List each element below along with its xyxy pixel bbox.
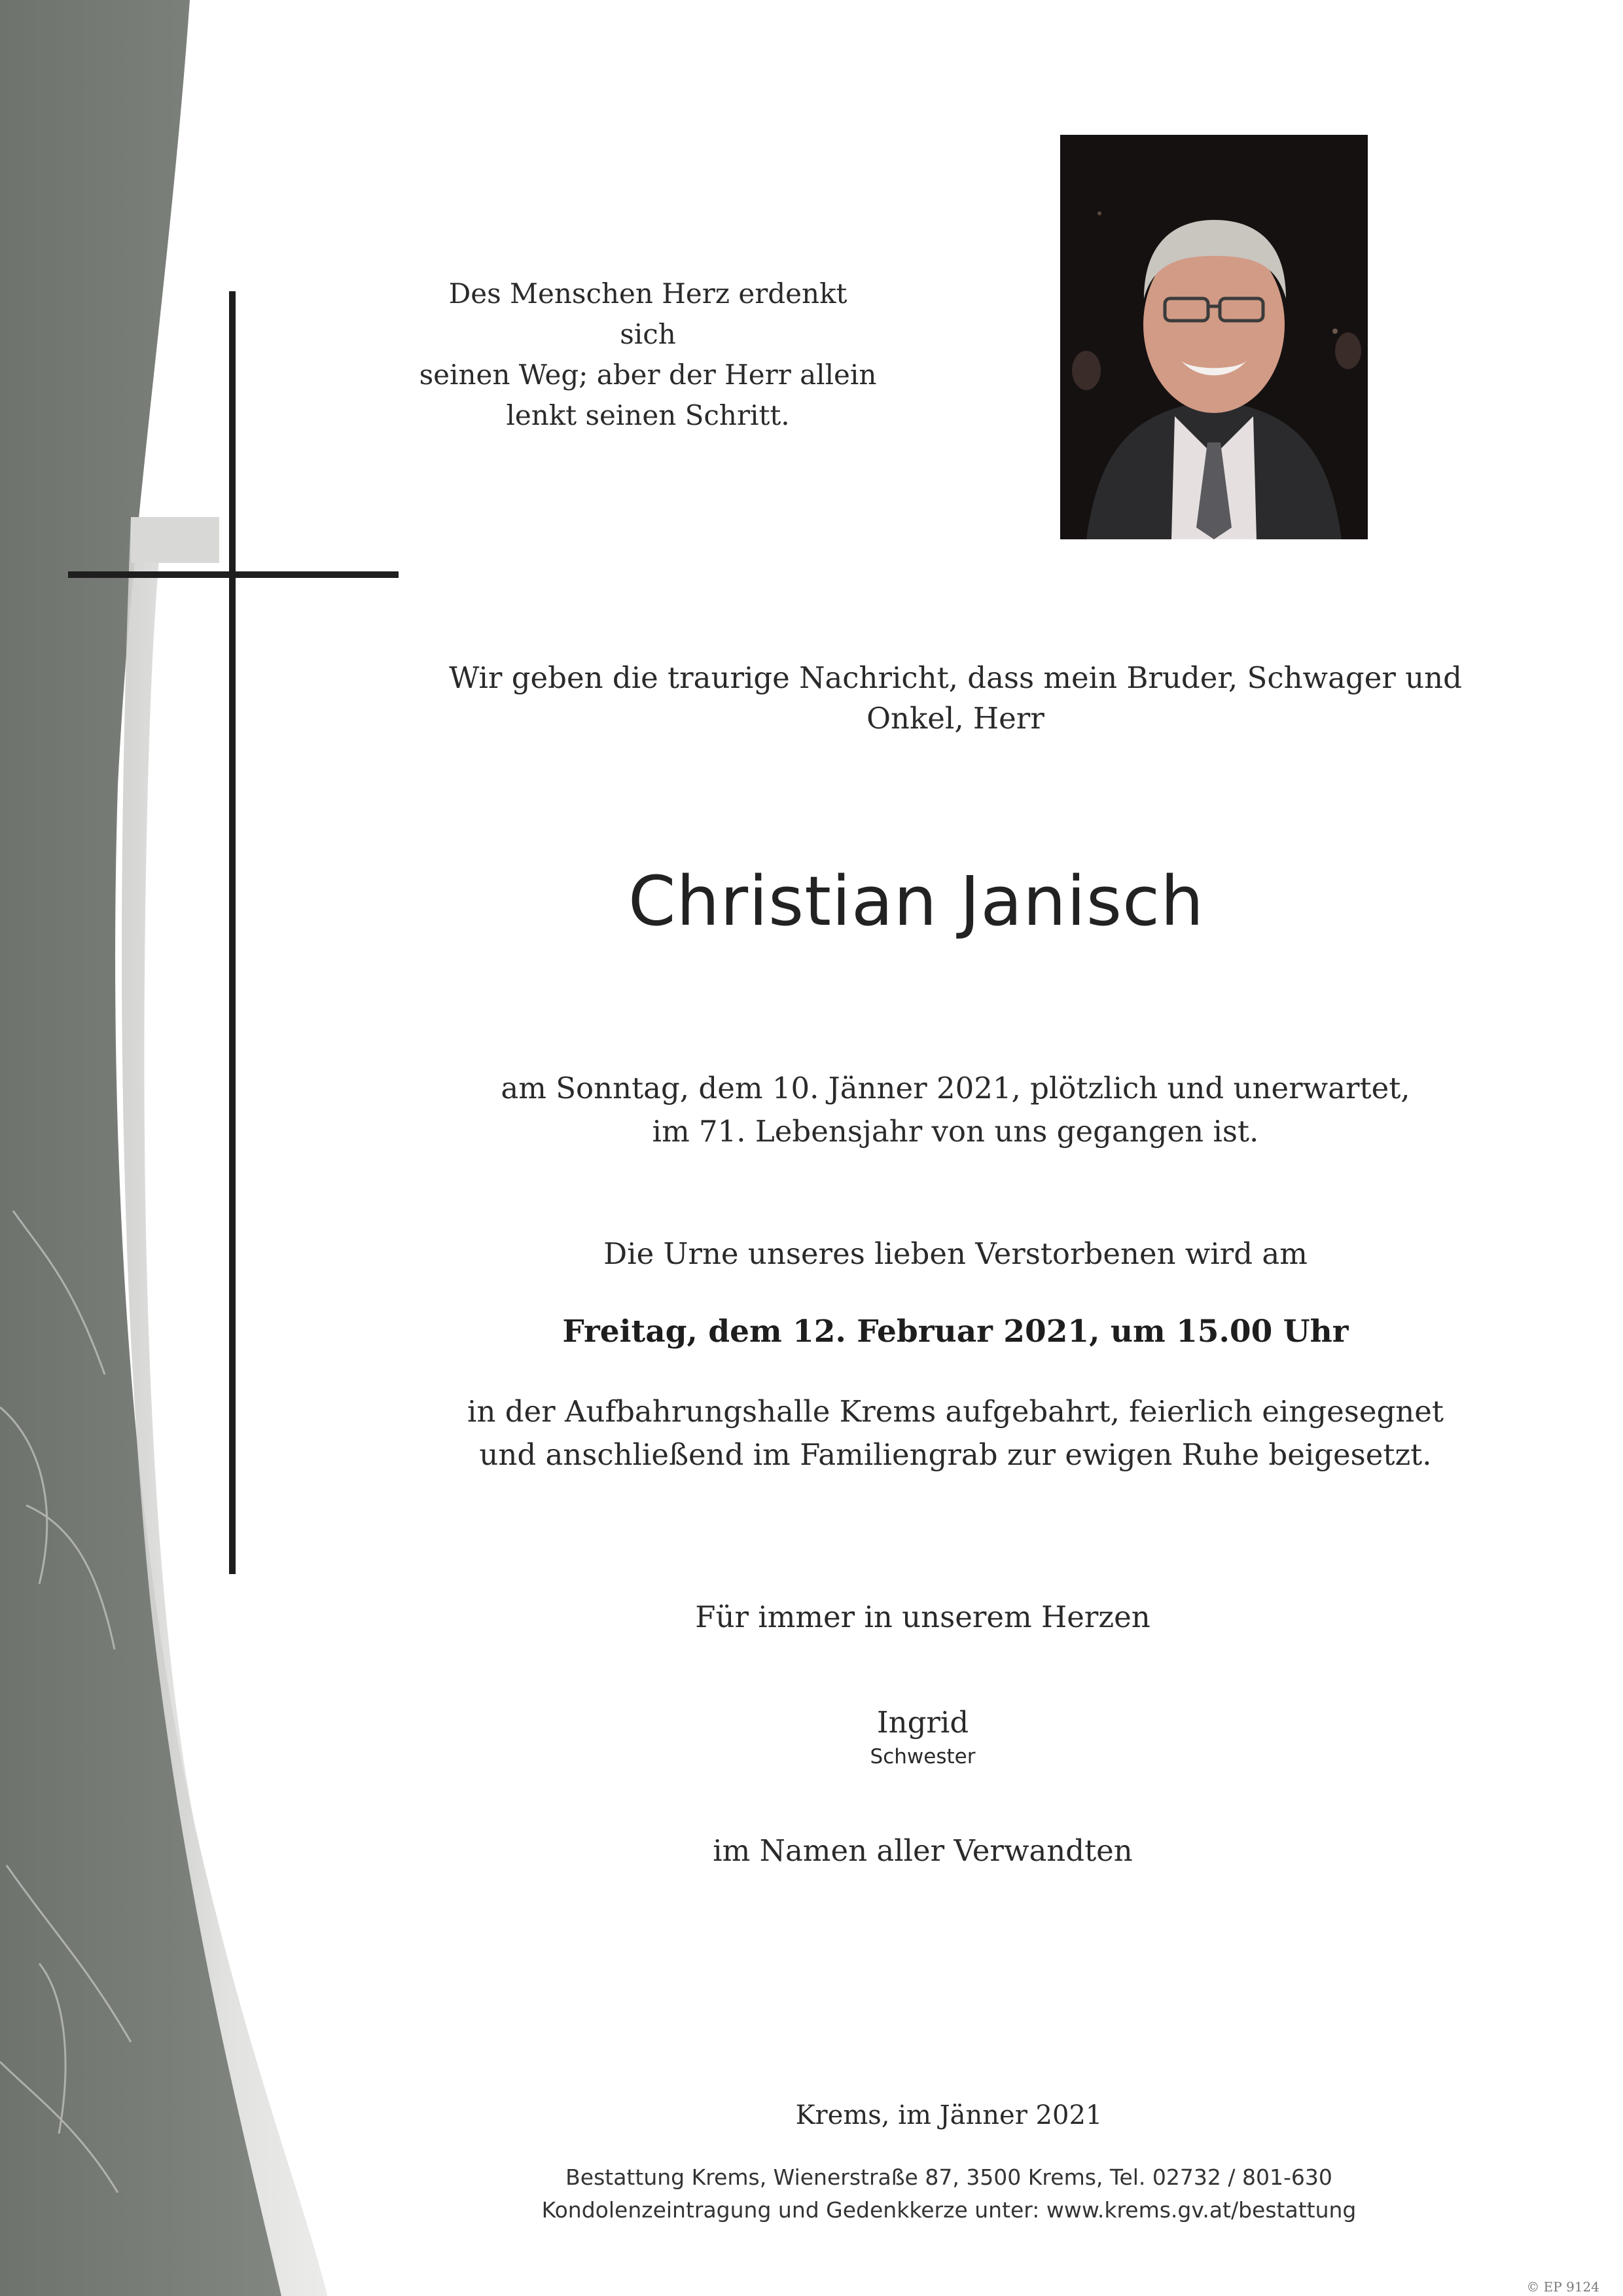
- announcement-line: Onkel, Herr: [866, 701, 1044, 736]
- bible-verse: [419, 274, 877, 436]
- verse-line: seinen Weg; aber der Herr allein: [419, 359, 877, 391]
- death-info-line: am Sonntag, dem 10. Jänner 2021, plötzlich und unerwartet,: [501, 1071, 1410, 1105]
- death-info-line: im 71. Lebensjahr von uns gegangen ist.: [652, 1114, 1259, 1149]
- portrait-photo: [1060, 135, 1368, 539]
- death-info: [419, 1067, 1492, 1153]
- deceased-name: Christian Janisch: [628, 861, 1205, 941]
- footer-condolence-link: Kondolenzeintragung und Gedenkkerze unter: www.krems.gv.at/bestattung: [541, 2197, 1357, 2223]
- announcement-text: [419, 658, 1492, 739]
- place-date: Krems, im Jänner 2021: [795, 2100, 1103, 2130]
- verse-line: Des Menschen Herz erdenkt sich: [448, 278, 847, 350]
- ceremony-date: Freitag, dem 12. Februar 2021, um 15.00 Uhr: [562, 1314, 1349, 1350]
- funeral-home-footer: [419, 2161, 1479, 2227]
- verse-line: lenkt seinen Schritt.: [506, 399, 790, 431]
- announcement-line: Wir geben die traurige Nachricht, dass mein Bruder, Schwager und: [449, 660, 1462, 695]
- signature-name: Ingrid: [876, 1705, 969, 1740]
- ceremony-place-line: und anschließend im Familiengrab zur ewigen Ruhe beigesetzt.: [479, 1437, 1432, 1472]
- signature-role: Schwester: [870, 1745, 976, 1768]
- marble-border: [0, 0, 366, 2296]
- footer-address: Bestattung Krems, Wienerstraße 87, 3500 Krems, Tel. 02732 / 801-630: [565, 2164, 1332, 2190]
- relatives-line: im Namen aller Verwandten: [713, 1833, 1133, 1868]
- ceremony-place: [419, 1390, 1492, 1477]
- cross-vertical-bar: [229, 291, 236, 1574]
- print-code: © EP 9124: [1526, 2279, 1599, 2295]
- urn-intro: Die Urne unseres lieben Verstorbenen wird am: [603, 1236, 1308, 1271]
- closing-line: Für immer in unserem Herzen: [695, 1600, 1150, 1634]
- cross-horizontal-bar: [68, 571, 399, 578]
- ceremony-place-line: in der Aufbahrungshalle Krems aufgebahrt, feierlich eingesegnet: [467, 1394, 1444, 1429]
